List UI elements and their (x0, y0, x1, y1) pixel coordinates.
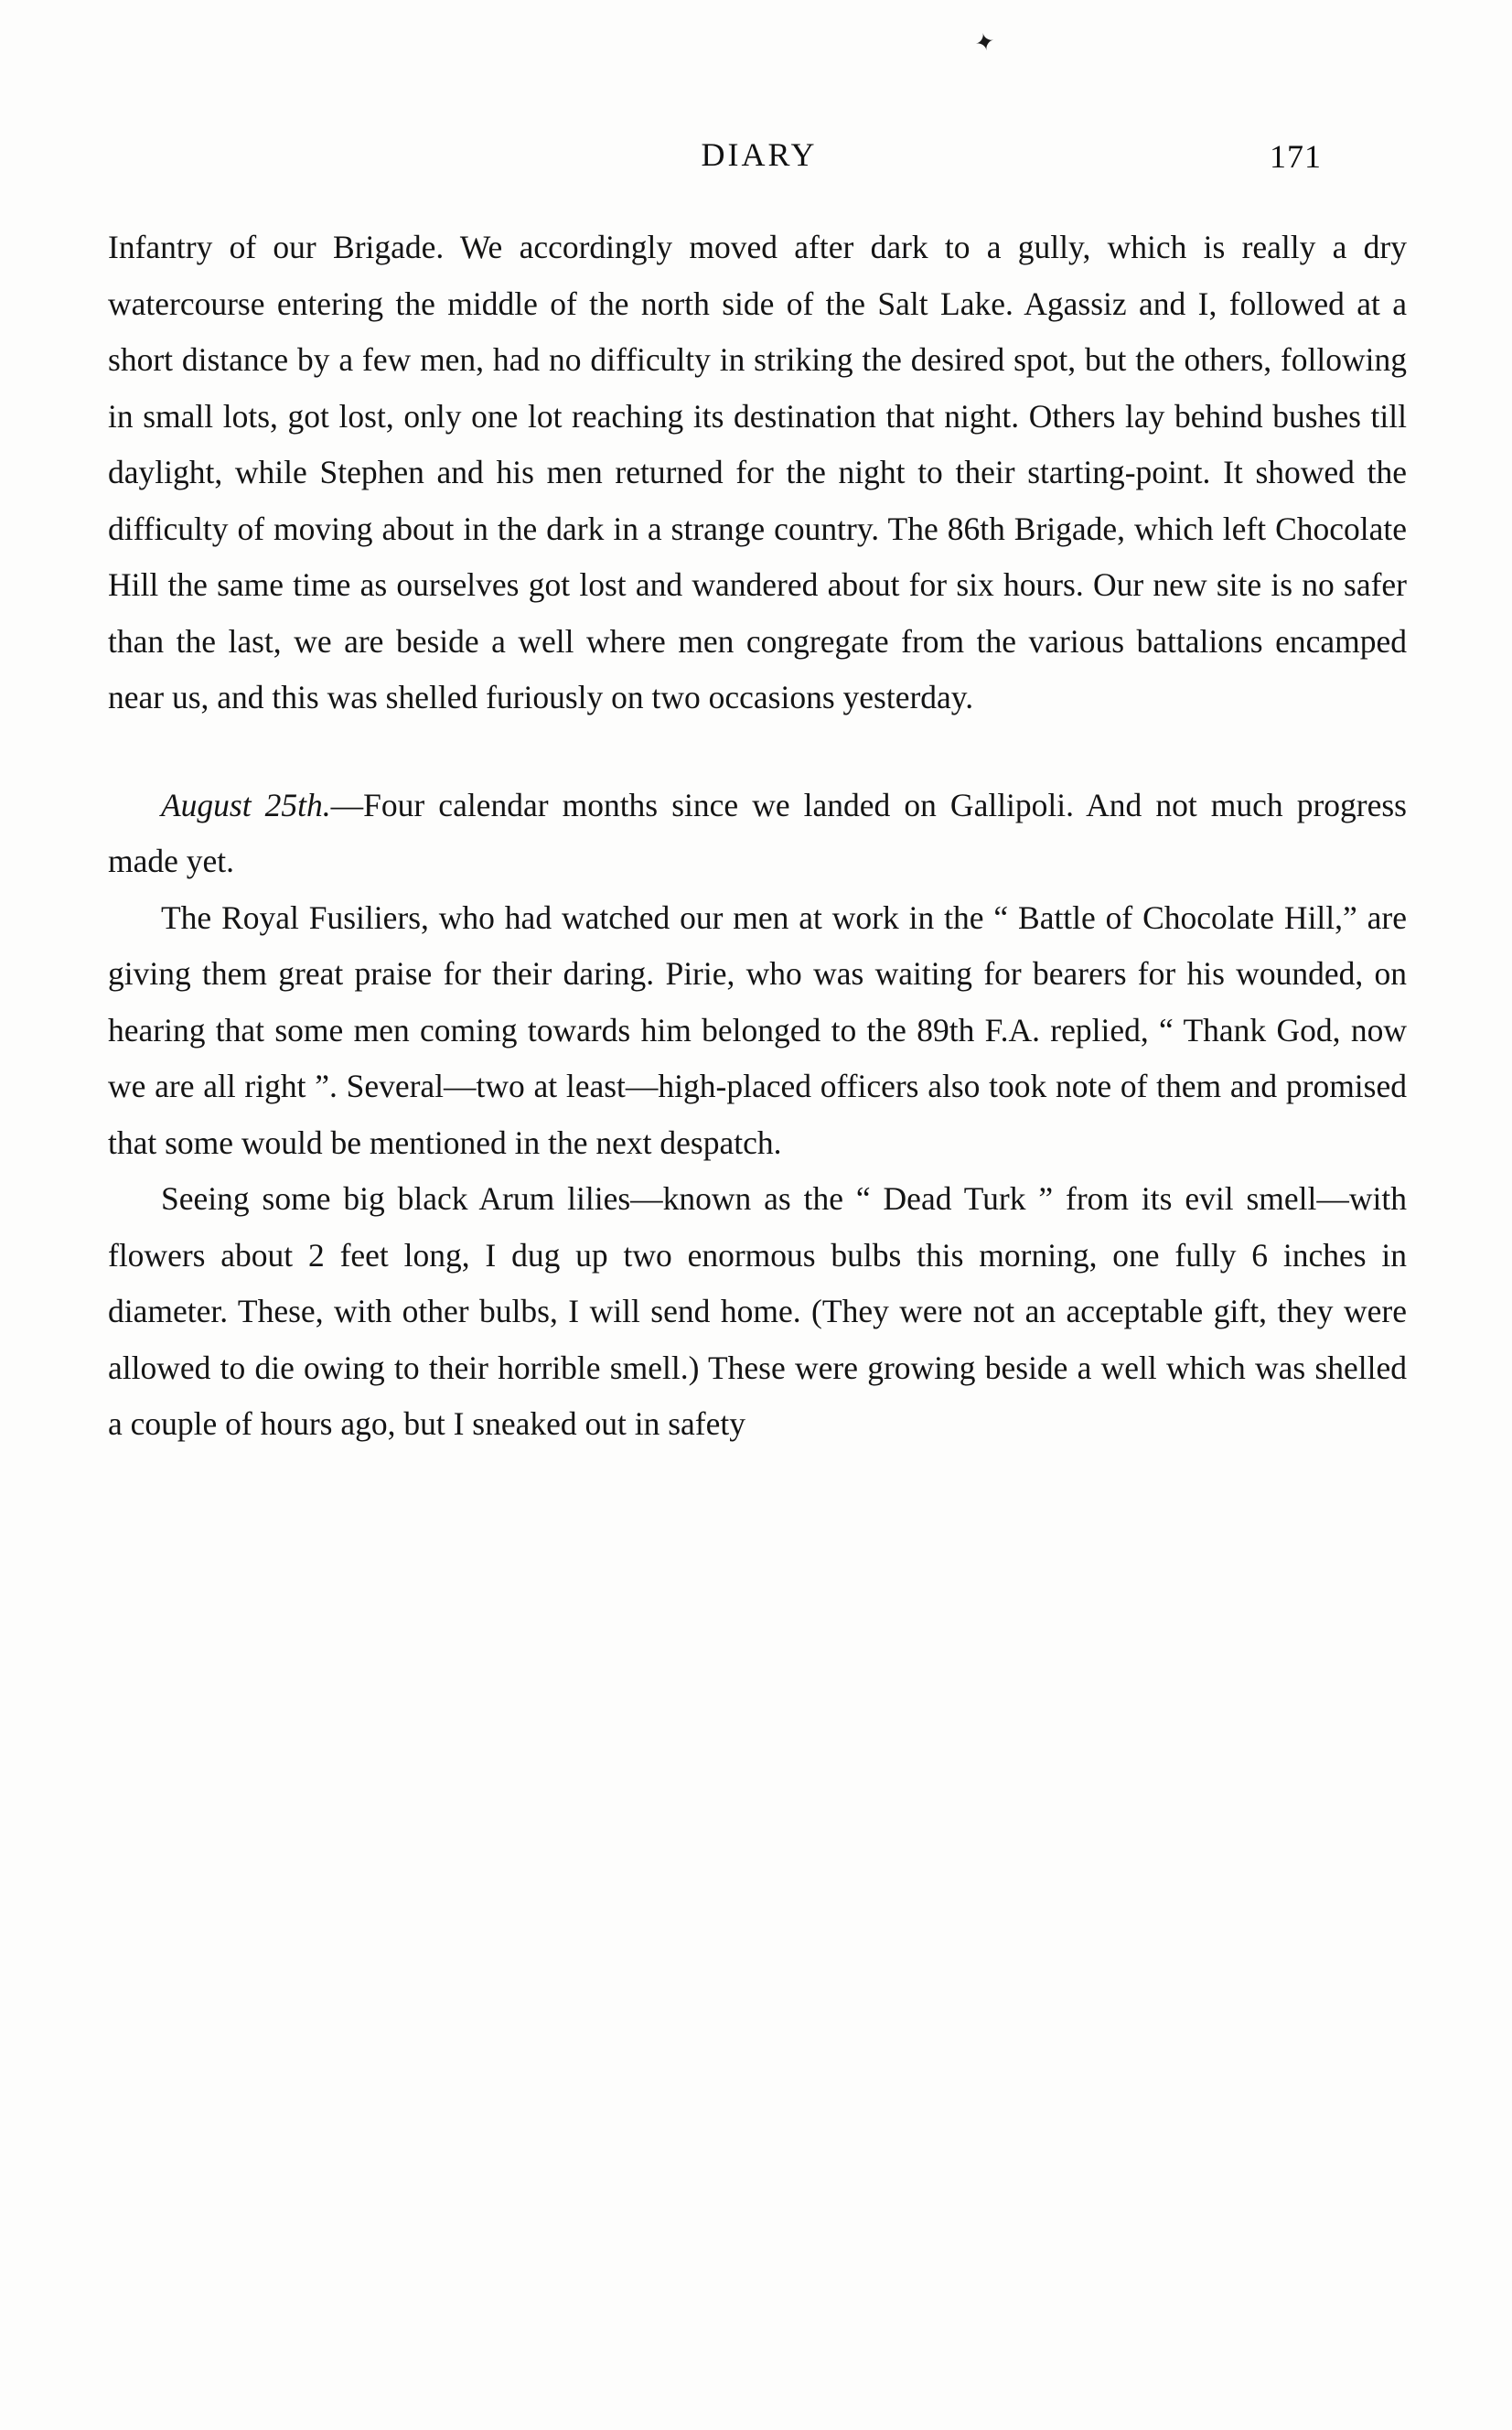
running-title: DIARY (701, 136, 818, 173)
ink-mark-icon: ✦ (972, 27, 998, 58)
page-header (110, 135, 1409, 183)
dateline-august-25: August 25th. (161, 786, 331, 823)
paragraph-continued: Infantry of our Brigade. We accordingly moved after dark to a gully, which is really a dry watercourse entering the middle of the north side of the Salt Lake. Agassiz and I, followed at a short distance by a few men, had no difficulty in striking the desired spot, but the others, following in small lots, got lost, only one lot reaching its destination that night. Others lay behind bushes till daylight, while Stephen and his men returned for the night to their starting-point. It showed the difficulty of moving about in the dark in a strange country. The 86th Brigade, which left Chocolate Hill the same time as ourselves got lost and wandered about for six hours. Our new site is no safer than the last, we are beside a well where men congregate from the various battalions encamped near us, and this was shelled furiously on two occasions yesterday. (108, 229, 1407, 715)
paragraph-august-25-text: —Four calendar months since we landed on Gallipoli. And not much progress made yet. (108, 786, 1407, 879)
paragraph-arum-lilies: Seeing some big black Arum lilies—known as the “ Dead Turk ” from its evil smell—with flowers about 2 feet long, I dug up two enormous bulbs this morning, one fully 6 inches in diameter. These, with other bulbs, I will send home. (They were not an acceptable gift, they were allowed to die owing to their horrible smell.) These were growing beside a well which was shelled a couple of hours ago, but I sneaked out in safety (108, 1180, 1407, 1442)
paragraph-royal-fusiliers: The Royal Fusiliers, who had watched our men at work in the “ Battle of Chocolate Hill,” are giving them great praise for their daring. Pirie, who was waiting for bearers for his wounded, on hearing that some men coming towards him belonged to the 89th F.A. replied, “ Thank God, now we are all right ”. Several—two at least—high-placed officers also took note of them and promised that some would be mentioned in the next despatch. (108, 898, 1407, 1161)
body-text (108, 220, 1407, 1453)
paragraph-august-25 (108, 778, 1407, 890)
page-number: 171 (1270, 138, 1322, 175)
